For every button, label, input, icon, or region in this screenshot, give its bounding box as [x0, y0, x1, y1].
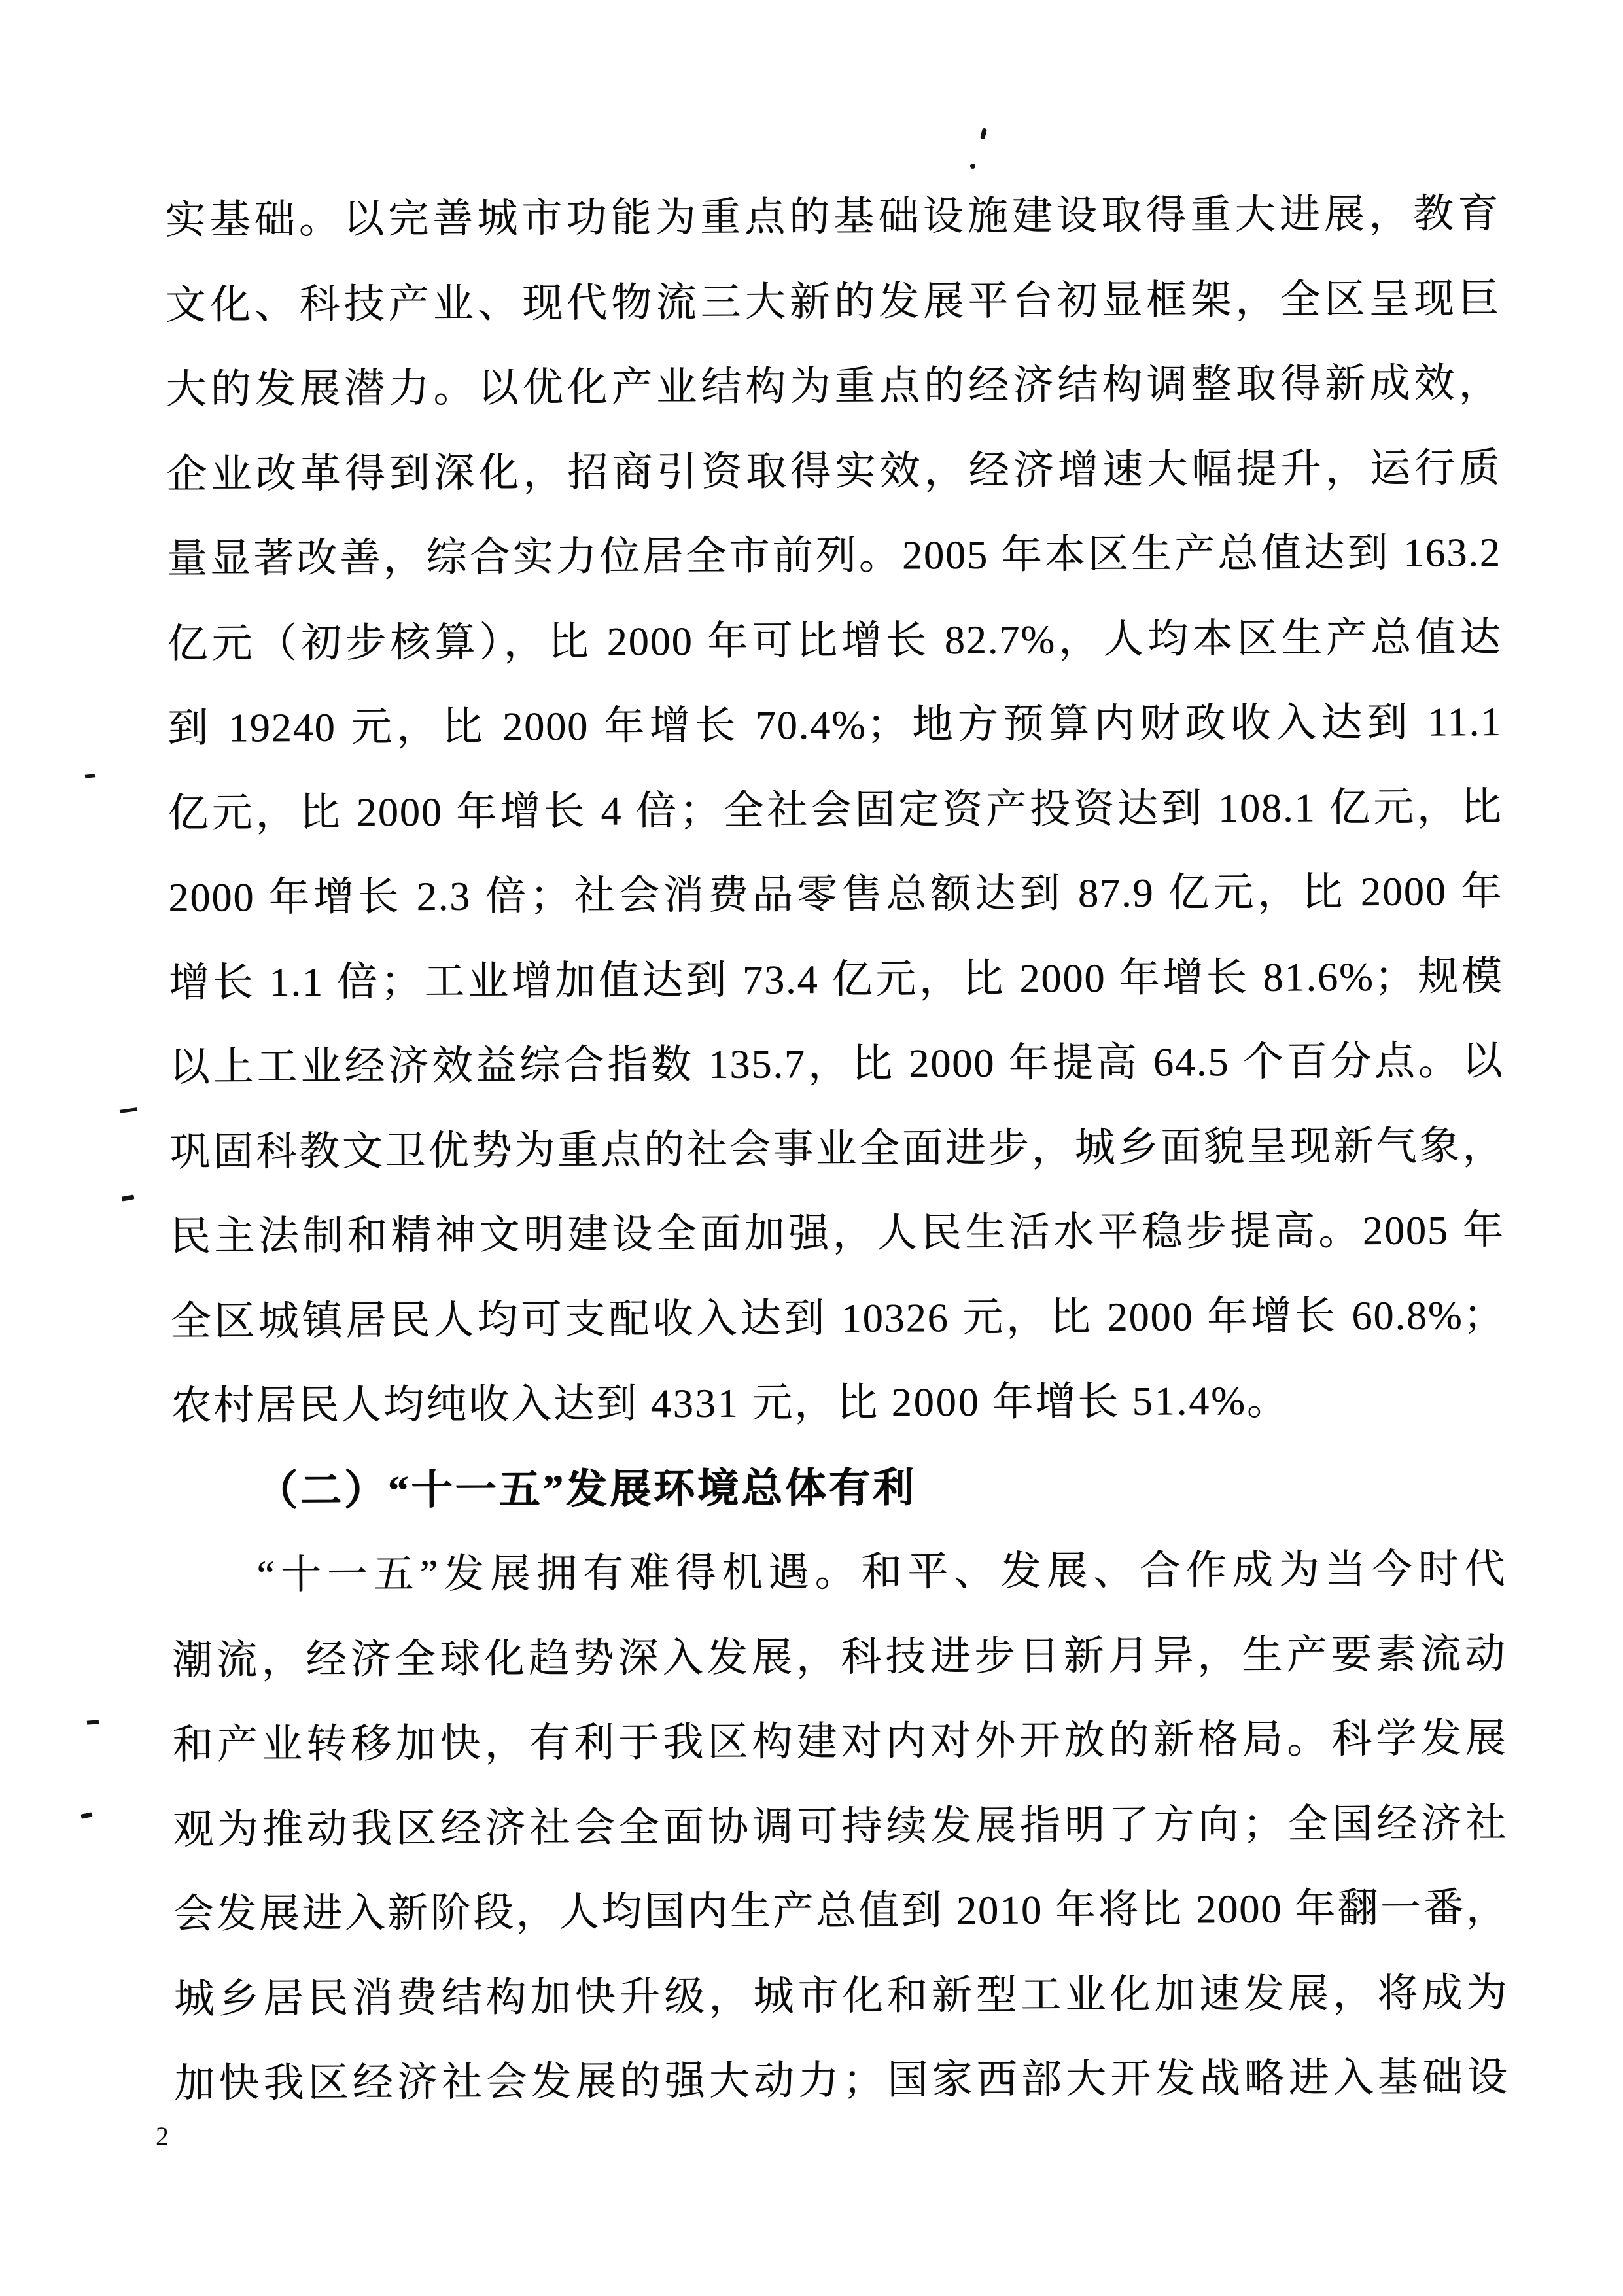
- text-line: 亿元，比 2000 年增长 4 倍；全社会固定资产投资达到 108.1 亿元，比: [167, 784, 1503, 836]
- text-line: 全区城镇居民人均可支配收入达到 10326 元，比 2000 年增长 60.8%；: [170, 1293, 1505, 1344]
- text-line: 和产业转移加快，有利于我区构建对内对外开放的新格局。科学发展: [172, 1716, 1507, 1767]
- text-line: 实基础。以完善城市功能为重点的基础设施建设取得重大进展，教育: [165, 192, 1500, 243]
- page-number: 2: [156, 2121, 169, 2151]
- scan-artifact: [87, 1720, 99, 1724]
- scan-artifact: [980, 128, 987, 139]
- scan-artifact: [120, 1107, 137, 1113]
- text-line: 巩固科教文卫优势为重点的社会事业全面进步，城乡面貌呈现新气象，: [169, 1123, 1505, 1175]
- text-line: 企业改革得到深化，招商引资取得实效，经济增速大幅提升，运行质: [166, 445, 1501, 497]
- scan-artifact: [85, 774, 95, 778]
- scan-artifact: [970, 164, 975, 169]
- text-line: 城乡居民消费结构加快升级，城市化和新型工业化加速发展，将成为: [173, 1970, 1509, 2022]
- text-line: 观为推动我区经济社会全面协调可持续发展指明了方向；全国经济社: [173, 1801, 1508, 1852]
- text-line: 潮流，经济全球化趋势深入发展，科技进步日新月异，生产要素流动: [171, 1631, 1507, 1683]
- text-line: 加快我区经济社会发展的强大动力；国家西部大开发战略进入基础设: [174, 2055, 1509, 2106]
- scan-artifact: [80, 1812, 92, 1818]
- text-line: 大的发展潜力。以优化产业结构为重点的经济结构调整取得新成效，: [166, 361, 1501, 412]
- text-line: 量显著改善，综合实力位居全市前列。2005 年本区生产总值达到 163.2: [166, 531, 1501, 582]
- text-line: 以上工业经济效益综合指数 135.7，比 2000 年提高 64.5 个百分点。以: [169, 1039, 1504, 1090]
- text-line: 民主法制和精神文明建设全面加强，人民生活水平稳步提高。2005 年: [169, 1208, 1505, 1259]
- text-line: 增长 1.1 倍；工业增加值达到 73.4 亿元，比 2000 年增长 81.6%；规模: [168, 954, 1504, 1005]
- document-body: [165, 172, 1509, 2127]
- scan-artifact: [122, 1194, 135, 1201]
- text-line: 农村居民人均纯收入达到 4331 元，比 2000 年增长 51.4%。: [171, 1378, 1289, 1429]
- text-line: 2000 年增长 2.3 倍；社会消费品零售总额达到 87.9 亿元，比 2000 年: [168, 869, 1503, 920]
- text-line: 文化、科技产业、现代物流三大新的发展平台初显框架，全区呈现巨: [165, 276, 1501, 328]
- text-line: 会发展进入新阶段，人均国内生产总值到 2010 年将比 2000 年翻一番，: [173, 1885, 1509, 1937]
- text-line: “十一五”发展拥有难得机遇。和平、发展、合作成为当今时代: [256, 1547, 1507, 1598]
- text-line: 亿元（初步核算），比 2000 年可比增长 82.7%，人均本区生产总值达: [167, 615, 1502, 667]
- section-heading: （二）“十一五”发展环境总体有利: [256, 1464, 916, 1514]
- text-line: 到 19240 元，比 2000 年增长 70.4%；地方预算内财政收入达到 11.1: [167, 700, 1503, 751]
